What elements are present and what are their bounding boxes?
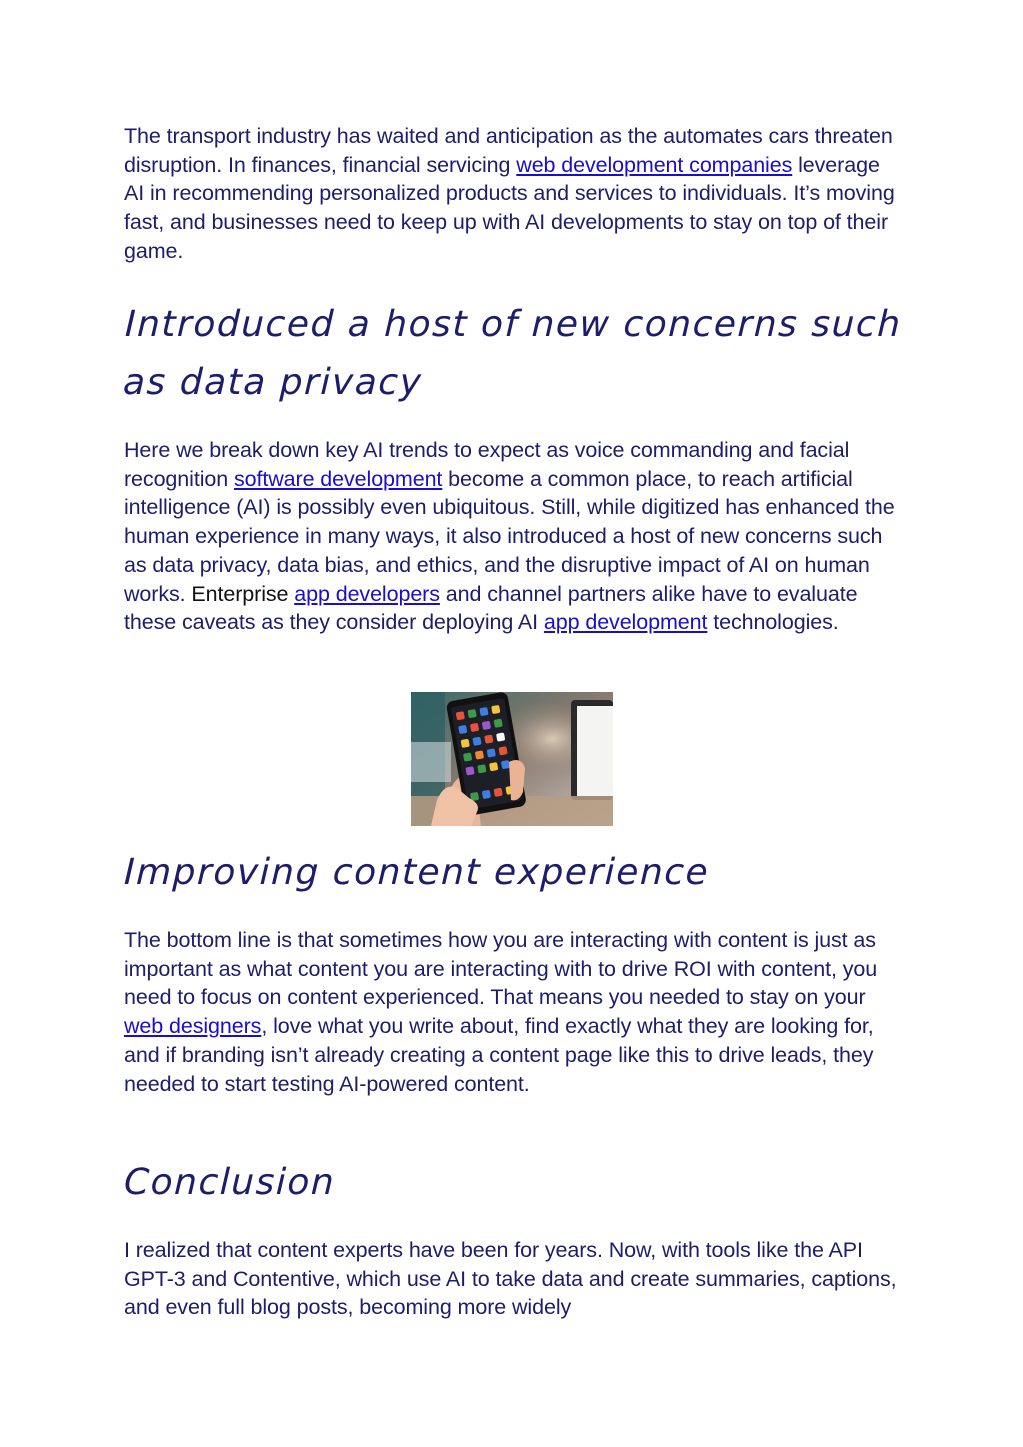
paragraph-ai-trends [124,436,904,637]
paragraph-text: and channel partners alike have to evaluate these caveats as they consider deploying AI [124,581,858,635]
paragraph-bottom-line [124,926,904,1098]
paragraph-text: The bottom line is that sometimes how you are interacting with content is just as important as what content you are interacting with to drive ROI with content, you need to focus on content experienced. That means you needed to stay on your [124,928,878,1010]
paragraph-text: technologies. [707,610,839,635]
paragraph-text: The transport industry has waited and anticipation as the automates cars threaten disruption. In finances, financial servicing [124,124,893,177]
paragraph-transport [124,122,904,266]
link-web-designers[interactable]: web designers [124,1014,262,1039]
paragraph-text: I realized that content experts have been for years. Now, with tools like the API GPT-3 and Contentive, which use AI to take data and create summaries, captions, and even full blog posts, becoming more widely [124,1238,897,1320]
heading-data-privacy: Introduced a host of new concerns such as data privacy [122,304,903,403]
paragraph-text: become a common place, to reach artificial intelligence (AI) is possibly even ubiquitous. Still, while digitized has enhanced the human experience in many ways, it also introduced a host of new concerns such as data privacy, data bias, and ethics, and the disruptive impact of AI on human works. [124,466,895,606]
link-web-development-companies[interactable]: web development companies [516,152,793,177]
smartphone-photo-image [411,692,613,826]
paragraph-text: leverage AI in recommending personalized products and services to individuals. It’s moving fast, and businesses need to keep up with AI developments to stay on top of their game. [124,152,895,263]
link-app-development[interactable]: app development [543,610,708,635]
heading-conclusion: Conclusion [123,1162,336,1203]
paragraph-text: , love what you write about, find exactly what they are looking for, and if branding isn’t already creating a content page like this to drive leads, they needed to start testing AI-powered content. [124,1014,874,1096]
link-software-development[interactable]: software development [233,466,443,491]
paragraph-text: Enterprise [191,581,295,606]
paragraph-text: Here we break down key AI trends to expect as voice commanding and facial recognition [124,438,850,491]
link-app-developers[interactable]: app developers [294,581,440,606]
paragraph-conclusion [124,1236,904,1322]
smartphone-photo [411,692,613,826]
heading-content-experience: Improving content experience [123,852,710,893]
